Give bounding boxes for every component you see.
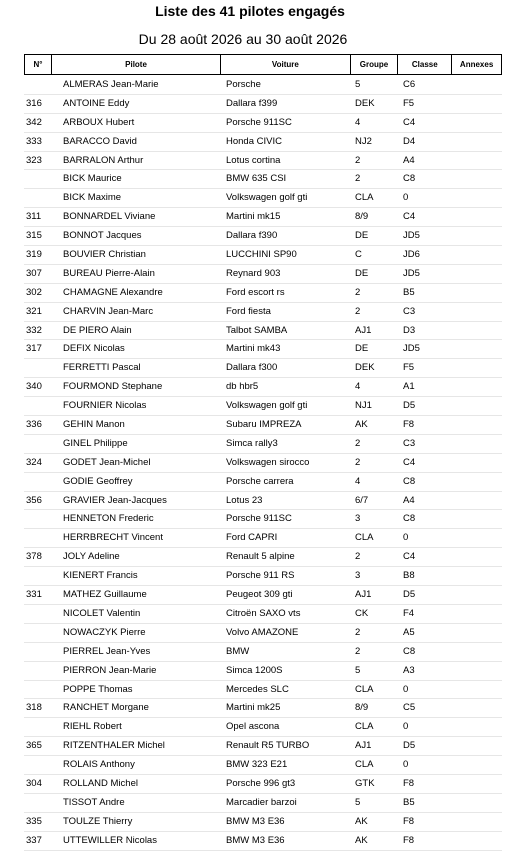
- entry-pilote: ALMERAS Jean-Marie: [63, 79, 159, 90]
- entry-groupe: CLA: [355, 532, 374, 544]
- page-title: Liste des 41 pilotes engagés: [155, 3, 345, 19]
- entry-classe: B5: [403, 286, 415, 298]
- entry-voiture: Martini mk43: [226, 343, 281, 355]
- table-row: [24, 718, 502, 737]
- entry-pilote: GINEL Philippe: [63, 437, 128, 449]
- entry-pilote: GEHIN Manon: [63, 419, 125, 431]
- entry-classe: F8: [403, 777, 415, 789]
- entry-number: 337: [26, 834, 42, 846]
- entry-pilote: HENNETON Frederic: [63, 513, 154, 525]
- entry-number: 324: [26, 456, 42, 468]
- entry-classe: F8: [403, 419, 415, 431]
- entry-groupe: 5: [355, 664, 361, 676]
- table-row: [24, 114, 502, 133]
- entry-pilote: JOLY Adeline: [63, 551, 120, 563]
- entry-groupe: DE: [355, 230, 369, 242]
- entry-voiture: Martini mk25: [226, 702, 281, 714]
- entry-pilote: CHARVIN Jean-Marc: [63, 305, 154, 317]
- entry-voiture: Citroën SAXO vts: [226, 607, 301, 619]
- entry-voiture: Subaru IMPREZA: [226, 419, 302, 431]
- entry-classe: C4: [403, 456, 416, 468]
- entry-groupe: 2: [355, 154, 361, 166]
- table-row: [24, 397, 502, 416]
- entry-pilote: FERRETTI Pascal: [63, 362, 141, 374]
- table-row: [24, 322, 502, 341]
- entry-classe: A4: [403, 494, 415, 506]
- entry-pilote: RITZENTHALER Michel: [63, 740, 165, 752]
- table-row: [24, 473, 502, 492]
- entry-classe: B5: [403, 796, 415, 808]
- entry-pilote: FOURNIER Nicolas: [63, 400, 147, 412]
- entry-number: 321: [26, 305, 42, 317]
- table-row: [24, 435, 502, 454]
- entry-groupe: DE: [355, 267, 369, 279]
- entry-groupe: NJ1: [355, 400, 372, 412]
- table-row: [24, 662, 502, 681]
- entry-classe: C8: [403, 645, 416, 657]
- entry-classe: C4: [403, 211, 416, 223]
- table-row: [24, 510, 502, 529]
- entry-classe: 0: [403, 683, 409, 695]
- entry-pilote: BONNARDEL Viviane: [63, 211, 156, 223]
- entry-voiture: Peugeot 309 gti: [226, 589, 293, 601]
- entry-pilote: GODET Jean-Michel: [63, 456, 151, 468]
- entry-pilote: BARACCO David: [63, 135, 137, 147]
- entry-pilote: GRAVIER Jean-Jacques: [63, 494, 167, 506]
- table-row: [24, 152, 502, 171]
- entry-groupe: AK: [355, 419, 368, 431]
- entry-groupe: DE: [355, 343, 369, 355]
- table-row: [24, 265, 502, 284]
- entry-pilote: NOWACZYK Pierre: [63, 626, 146, 638]
- entry-pilote: POPPE Thomas: [63, 683, 133, 695]
- entry-classe: D5: [403, 400, 416, 412]
- entry-pilote: RIEHL Robert: [63, 721, 122, 733]
- entry-groupe: 8/9: [355, 211, 369, 223]
- entry-classe: D4: [403, 135, 416, 147]
- entry-pilote: MATHEZ Guillaume: [63, 589, 147, 601]
- entry-groupe: 4: [355, 475, 361, 487]
- entry-groupe: NJ2: [355, 135, 372, 147]
- column-header-pilote: Pilote: [52, 55, 221, 74]
- entry-groupe: 4: [355, 381, 361, 393]
- column-header-groupe: Groupe: [351, 55, 399, 74]
- table-row: [24, 624, 502, 643]
- table-row: [24, 133, 502, 152]
- entry-classe: C8: [403, 513, 416, 525]
- entry-classe: 0: [403, 192, 409, 204]
- entry-voiture: Martini mk15: [226, 211, 281, 223]
- entry-groupe: 2: [355, 286, 361, 298]
- entry-groupe: 2: [355, 645, 361, 657]
- entry-pilote: ROLLAND Michel: [63, 777, 138, 789]
- table-row: [24, 529, 502, 548]
- entry-voiture: Dallara f399: [226, 97, 278, 109]
- table-row: [24, 681, 502, 700]
- entry-groupe: GTK: [355, 777, 375, 789]
- entry-voiture: Volvo AMAZONE: [226, 626, 299, 638]
- table-row: [24, 492, 502, 511]
- column-header-annexes: Annexes: [459, 60, 494, 69]
- table-header: [24, 54, 502, 75]
- entry-voiture: Porsche 996 gt3: [226, 777, 296, 789]
- entry-groupe: 3: [355, 513, 361, 525]
- entry-pilote: DEFIX Nicolas: [63, 343, 125, 355]
- entry-pilote: BUREAU Pierre-Alain: [63, 267, 155, 279]
- column-header-voiture: Voiture: [221, 55, 350, 74]
- entry-voiture: Ford fiesta: [226, 305, 271, 317]
- entry-pilote: TISSOT Andre: [63, 796, 125, 808]
- table-row: [24, 567, 502, 586]
- entry-classe: F5: [403, 97, 415, 109]
- entry-number: 318: [26, 702, 42, 714]
- entry-groupe: AK: [355, 815, 368, 827]
- entry-pilote: GODIE Geoffrey: [63, 475, 133, 487]
- table-row: [24, 227, 502, 246]
- entries-list: [24, 76, 502, 851]
- table-row: [24, 548, 502, 567]
- entry-classe: C8: [403, 475, 416, 487]
- table-row: [24, 303, 502, 322]
- entry-groupe: CLA: [355, 759, 374, 771]
- entry-pilote: RANCHET Morgane: [63, 702, 149, 714]
- entry-voiture: LUCCHINI SP90: [226, 249, 297, 261]
- entry-classe: D3: [403, 324, 416, 336]
- entry-classe: 0: [403, 759, 409, 771]
- entry-pilote: ARBOUX Hubert: [63, 116, 135, 128]
- table-row: [24, 208, 502, 227]
- entry-groupe: AJ1: [355, 324, 372, 336]
- date-range: Du 28 août 2026 au 30 août 2026: [138, 31, 348, 47]
- entry-groupe: CLA: [355, 192, 374, 204]
- entry-classe: A1: [403, 381, 415, 393]
- entry-pilote: FOURMOND Stephane: [63, 381, 163, 393]
- entry-pilote: PIERREL Jean-Yves: [63, 645, 151, 657]
- entry-classe: JD5: [403, 267, 420, 279]
- entry-classe: C3: [403, 437, 416, 449]
- table-row: [24, 605, 502, 624]
- table-row: [24, 284, 502, 303]
- entry-pilote: HERRBRECHT Vincent: [63, 532, 163, 544]
- entry-classe: 0: [403, 721, 409, 733]
- table-row: [24, 378, 502, 397]
- table-row: [24, 775, 502, 794]
- entry-classe: F8: [403, 834, 415, 846]
- entry-pilote: BICK Maxime: [63, 192, 122, 204]
- entry-classe: C6: [403, 79, 416, 90]
- entry-number: 323: [26, 154, 42, 166]
- entry-groupe: 2: [355, 551, 361, 563]
- table-row: [24, 699, 502, 718]
- entry-number: 304: [26, 777, 42, 789]
- entry-groupe: 2: [355, 437, 361, 449]
- entry-pilote: DE PIERO Alain: [63, 324, 132, 336]
- table-row: [24, 756, 502, 775]
- entry-voiture: BMW: [226, 645, 250, 657]
- entry-number: 378: [26, 551, 42, 563]
- entry-voiture: Ford CAPRI: [226, 532, 278, 544]
- entry-pilote: TOULZE Thierry: [63, 815, 133, 827]
- entry-classe: JD5: [403, 343, 420, 355]
- entry-voiture: Talbot SAMBA: [226, 324, 288, 336]
- entry-voiture: Volkswagen golf gti: [226, 400, 308, 412]
- table-row: [24, 189, 502, 208]
- table-row: [24, 832, 502, 851]
- entry-voiture: Lotus cortina: [226, 154, 281, 166]
- entry-pilote: BONNOT Jacques: [63, 230, 142, 242]
- entry-voiture: Porsche 911SC: [226, 513, 292, 525]
- table-row: [24, 454, 502, 473]
- entry-pilote: ANTOINE Eddy: [63, 97, 130, 109]
- table-row: [24, 170, 502, 189]
- entry-groupe: 5: [355, 79, 361, 90]
- entry-number: 336: [26, 419, 42, 431]
- column-header-num: N°: [25, 55, 52, 74]
- entry-groupe: 2: [355, 305, 361, 317]
- entry-pilote: PIERRON Jean-Marie: [63, 664, 157, 676]
- entry-groupe: AJ1: [355, 589, 372, 601]
- entry-voiture: Ford escort rs: [226, 286, 285, 298]
- entry-voiture: Mercedes SLC: [226, 683, 289, 695]
- entry-classe: C5: [403, 702, 416, 714]
- entry-voiture: Volkswagen sirocco: [226, 456, 310, 468]
- entry-voiture: Renault R5 TURBO: [226, 740, 310, 752]
- table-row: [24, 794, 502, 813]
- entry-voiture: BMW 323 E21: [226, 759, 288, 771]
- table-row: [24, 95, 502, 114]
- entry-pilote: BICK Maurice: [63, 173, 122, 185]
- table-row: [24, 76, 502, 95]
- entry-voiture: Porsche 911SC: [226, 116, 292, 128]
- entry-voiture: Lotus 23: [226, 494, 263, 506]
- entry-classe: F4: [403, 607, 415, 619]
- entry-groupe: 2: [355, 626, 361, 638]
- entry-number: 331: [26, 589, 42, 601]
- entry-groupe: 3: [355, 570, 361, 582]
- entry-groupe: CLA: [355, 683, 374, 695]
- entry-number: 332: [26, 324, 42, 336]
- entry-classe: B8: [403, 570, 415, 582]
- entry-voiture: BMW 635 CSI: [226, 173, 287, 185]
- entry-number: 342: [26, 116, 42, 128]
- entry-voiture: Dallara f390: [226, 230, 278, 242]
- entry-number: 365: [26, 740, 42, 752]
- entry-voiture: BMW M3 E36: [226, 815, 285, 827]
- entry-voiture: Dallara f300: [226, 362, 278, 374]
- entry-number: 307: [26, 267, 42, 279]
- entry-pilote: BARRALON Arthur: [63, 154, 144, 166]
- entry-groupe: AK: [355, 834, 368, 846]
- entry-pilote: NICOLET Valentin: [63, 607, 141, 619]
- entry-number: 311: [26, 211, 42, 223]
- entry-classe: F5: [403, 362, 415, 374]
- entry-voiture: Marcadier barzoi: [226, 796, 297, 808]
- entry-pilote: UTTEWILLER Nicolas: [63, 834, 157, 846]
- entry-groupe: 8/9: [355, 702, 369, 714]
- entry-groupe: 4: [355, 116, 361, 128]
- entry-classe: 0: [403, 532, 409, 544]
- entry-groupe: DEK: [355, 97, 375, 109]
- entry-groupe: 6/7: [355, 494, 369, 506]
- table-row: [24, 586, 502, 605]
- entry-pilote: ROLAIS Anthony: [63, 759, 135, 771]
- entry-pilote: KIENERT Francis: [63, 570, 138, 582]
- table-row: [24, 416, 502, 435]
- entry-voiture: Honda CIVIC: [226, 135, 282, 147]
- entry-groupe: CLA: [355, 721, 374, 733]
- entry-classe: JD6: [403, 249, 420, 261]
- table-row: [24, 643, 502, 662]
- entry-classe: D5: [403, 740, 416, 752]
- entry-groupe: 2: [355, 173, 361, 185]
- entry-number: 335: [26, 815, 42, 827]
- entry-groupe: DEK: [355, 362, 375, 374]
- table-row: [24, 737, 502, 756]
- entry-number: 356: [26, 494, 42, 506]
- entry-classe: C4: [403, 551, 416, 563]
- entry-number: 340: [26, 381, 42, 393]
- entry-voiture: Porsche: [226, 79, 261, 90]
- entry-number: 315: [26, 230, 42, 242]
- entry-classe: A5: [403, 626, 415, 638]
- entry-number: 317: [26, 343, 42, 355]
- entry-classe: C8: [403, 173, 416, 185]
- entry-groupe: 2: [355, 456, 361, 468]
- table-row: [24, 813, 502, 832]
- entry-number: 333: [26, 135, 42, 147]
- entry-classe: D5: [403, 589, 416, 601]
- entry-voiture: db hbr5: [226, 381, 259, 393]
- entry-voiture: Volkswagen golf gti: [226, 192, 308, 204]
- entry-voiture: Simca rally3: [226, 437, 278, 449]
- entry-voiture: Porsche carrera: [226, 475, 294, 487]
- entry-groupe: AJ1: [355, 740, 372, 752]
- entry-classe: C3: [403, 305, 416, 317]
- entry-voiture: Reynard 903: [226, 267, 281, 279]
- entry-classe: A3: [403, 664, 415, 676]
- entry-voiture: Simca 1200S: [226, 664, 283, 676]
- entry-classe: F8: [403, 815, 415, 827]
- entry-voiture: BMW M3 E36: [226, 834, 285, 846]
- entry-pilote: BOUVIER Christian: [63, 249, 146, 261]
- entry-classe: C4: [403, 116, 416, 128]
- entry-groupe: CK: [355, 607, 369, 619]
- entry-classe: JD5: [403, 230, 420, 242]
- entry-classe: A4: [403, 154, 415, 166]
- column-header-classe: Classe: [398, 55, 452, 74]
- table-row: [24, 246, 502, 265]
- table-row: [24, 359, 502, 378]
- entry-voiture: Renault 5 alpine: [226, 551, 295, 563]
- entry-voiture: Porsche 911 RS: [226, 570, 295, 582]
- table-row: [24, 340, 502, 359]
- entry-number: 316: [26, 97, 42, 109]
- entry-voiture: Opel ascona: [226, 721, 280, 733]
- entry-pilote: CHAMAGNE Alexandre: [63, 286, 163, 298]
- entry-groupe: C: [355, 249, 362, 261]
- entry-number: 302: [26, 286, 42, 298]
- entry-groupe: 5: [355, 796, 361, 808]
- entry-number: 319: [26, 249, 42, 261]
